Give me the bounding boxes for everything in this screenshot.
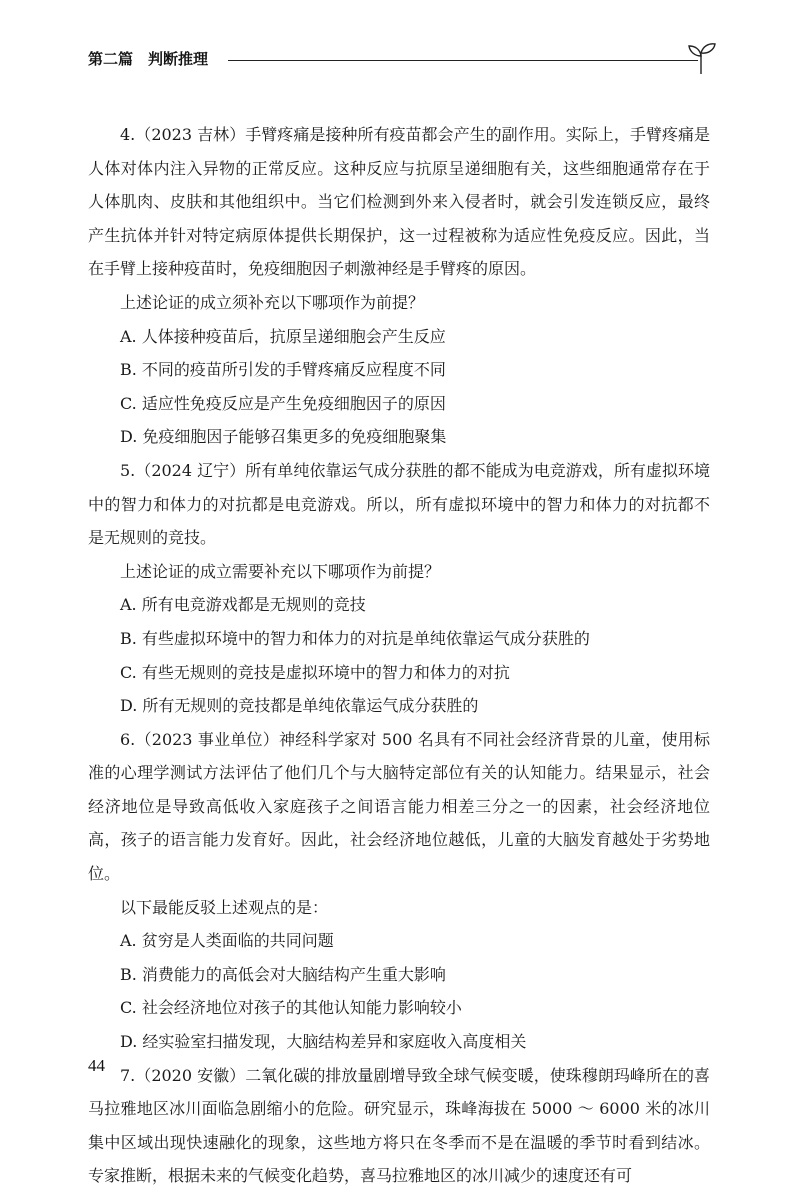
page-content: [88, 118, 710, 1193]
question-7: [88, 1059, 710, 1193]
question-6: [88, 723, 710, 1059]
header-rule: [228, 60, 698, 61]
option-a: A. 人体接种疫苗后，抗原呈递细胞会产生反应: [120, 326, 446, 346]
question-5: [88, 454, 710, 723]
option-d: D. 所有无规则的竞技都是单纯依靠运气成分获胜的: [120, 696, 479, 716]
option-b: B. 不同的疫苗所引发的手臂疼痛反应程度不同: [120, 360, 446, 380]
question-4: [88, 118, 710, 454]
sprout-icon: [683, 40, 719, 76]
option-a: A. 贫穷是人类面临的共同问题: [120, 931, 334, 951]
question-stem: 4.（2023 吉林）手臂疼痛是接种所有疫苗都会产生的副作用。实际上，手臂疼痛是人体对体内注入异物的正常反应。这种反应与抗原呈递细胞有关，这些细胞通常存在于人体肌肉、皮肤和其他组织中。当它们检测到外来入侵者时，就会引发连锁反应，最终产生抗体并针对特定病原体提供长期保护，这一过程被称为适应性免疫反应。因此，当在手臂上接种疫苗时，免疫细胞因子刺激神经是手臂疼的原因。: [88, 125, 710, 279]
header-title: 第二篇 判断推理: [88, 50, 209, 68]
question-stem: 7.（2020 安徽）二氧化碳的排放量剧增导致全球气候变暖，使珠穆朗玛峰所在的喜马拉雅地区冰川面临急剧缩小的危险。研究显示，珠峰海拔在 5000 ～ 6000 米的冰川集中区域出现快速融化的现象，这些地方将只在冬季而不是在温暖的季节时看到结冰。专家推断，根据未来的气候变化趋势，喜马拉雅地区的冰川减少的速度还有可: [88, 1065, 710, 1186]
option-d: D. 免疫细胞因子能够召集更多的免疫细胞聚集: [120, 427, 447, 447]
question-stem: 6.（2023 事业单位）神经科学家对 500 名具有不同社会经济背景的儿童，使用标准的心理学测试方法评估了他们几个与大脑特定部位有关的认知能力。结果显示，社会经济地位是导致高低收入家庭孩子之间语言能力相差三分之一的因素，社会经济地位高，孩子的语言能力发育好。因此，社会经济地位越低，儿童的大脑发育越处于劣势地位。: [88, 729, 710, 884]
option-a: A. 所有电竞游戏都是无规则的竞技: [120, 595, 366, 615]
option-b: B. 消费能力的高低会对大脑结构产生重大影响: [120, 964, 446, 984]
option-b: B. 有些虚拟环境中的智力和体力的对抗是单纯依靠运气成分获胜的: [120, 628, 590, 648]
option-c: C. 有些无规则的竞技是虚拟环境中的智力和体力的对抗: [120, 662, 510, 682]
option-c: C. 社会经济地位对孩子的其他认知能力影响较小: [120, 998, 462, 1018]
page-number: 44: [88, 1056, 105, 1075]
question-prompt: 上述论证的成立需要补充以下哪项作为前提？: [120, 561, 441, 581]
option-d: D. 经实验室扫描发现，大脑结构差异和家庭收入高度相关: [120, 1032, 527, 1052]
running-header: [88, 40, 718, 80]
question-prompt: 以下最能反驳上述观点的是：: [120, 897, 329, 917]
question-stem: 5.（2024 辽宁）所有单纯依靠运气成分获胜的都不能成为电竞游戏，所有虚拟环境中的智力和体力的对抗都是电竞游戏。所以，所有虚拟环境中的智力和体力的对抗都不是无规则的竞技。: [88, 460, 710, 548]
question-prompt: 上述论证的成立须补充以下哪项作为前提？: [120, 292, 425, 312]
option-c: C. 适应性免疫反应是产生免疫细胞因子的原因: [120, 393, 446, 413]
